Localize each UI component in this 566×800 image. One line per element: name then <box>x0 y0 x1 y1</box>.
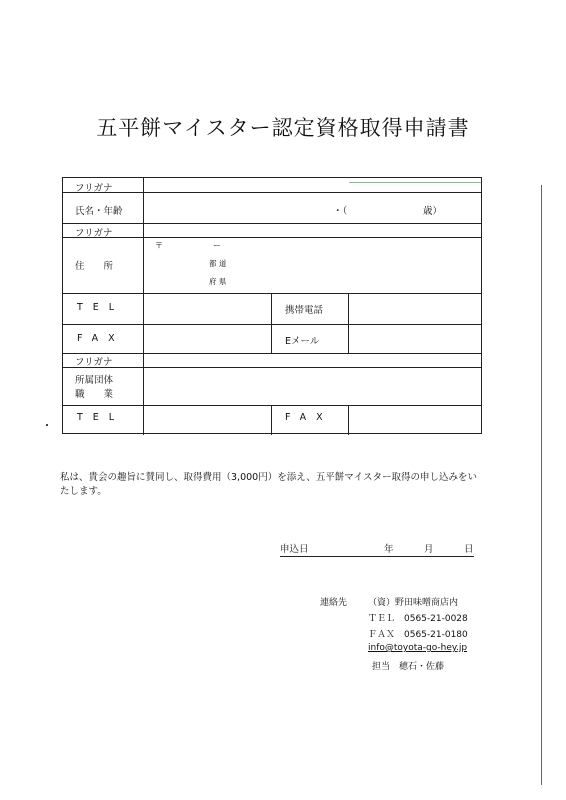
column-divider <box>271 293 272 353</box>
contact-email[interactable]: info@toyota-go-hey.jp <box>368 643 468 653</box>
row-divider <box>63 237 481 238</box>
prefecture-top: 都 道 <box>209 259 227 268</box>
application-statement: 私は、貴会の趣旨に賛同し、取得費用（3,000円）を添え、五平餅マイスター取得の申し込みをいたします。 <box>60 472 477 497</box>
furigana-label: フリガナ <box>75 228 113 239</box>
contact-company: （資）野田味噌商店内 <box>368 598 459 608</box>
tel-label: TEL <box>77 412 125 423</box>
month-label: 月 <box>424 544 434 555</box>
contact-persons: 担当 穂石・佐藤 <box>372 662 445 672</box>
job-label: 職 業 <box>75 389 114 400</box>
application-date-row <box>280 541 474 557</box>
day-label: 日 <box>464 544 474 555</box>
address-label: 住 所 <box>75 261 114 272</box>
row-divider <box>63 405 481 406</box>
application-form <box>62 177 482 434</box>
page-title: 五平餅マイスター認定資格取得申請書 <box>96 116 470 140</box>
row-divider <box>63 192 481 193</box>
page-edge-line <box>541 185 542 785</box>
year-label: 年 <box>384 544 394 555</box>
scan-dot <box>46 424 48 426</box>
color-line <box>349 182 481 183</box>
email-label: Eメール <box>285 336 320 347</box>
column-divider <box>271 405 272 435</box>
fax-label: FAX <box>285 412 333 423</box>
row-divider <box>63 324 481 325</box>
contact-tel: ＴＥＬ 0565-21-0028 <box>368 614 468 624</box>
contact-label: 連絡先 <box>320 598 348 608</box>
age-open: ・（ <box>333 206 348 217</box>
fax-label: FAX <box>77 333 125 344</box>
name-age-label: 氏名・年齢 <box>75 206 123 217</box>
row-divider <box>63 223 481 224</box>
application-date-label: 申込日 <box>280 544 309 555</box>
furigana-label: フリガナ <box>75 357 113 368</box>
row-divider <box>63 367 481 368</box>
contact-fax: ＦＡＸ 0565-21-0180 <box>368 630 468 640</box>
row-divider <box>63 353 481 354</box>
org-label: 所属団体 <box>75 375 114 386</box>
row-divider <box>63 293 481 294</box>
label-column-divider <box>143 178 144 435</box>
age-unit: 歳） <box>423 206 443 217</box>
furigana-label: フリガナ <box>75 183 113 194</box>
tel-label: TEL <box>77 302 125 313</box>
mobile-label: 携帯電話 <box>285 305 324 316</box>
column-divider <box>348 405 349 435</box>
column-divider <box>348 293 349 353</box>
postal-dash: ー <box>213 241 221 250</box>
postal-mark: 〒 <box>155 241 163 250</box>
prefecture-bottom: 府 県 <box>209 277 227 286</box>
